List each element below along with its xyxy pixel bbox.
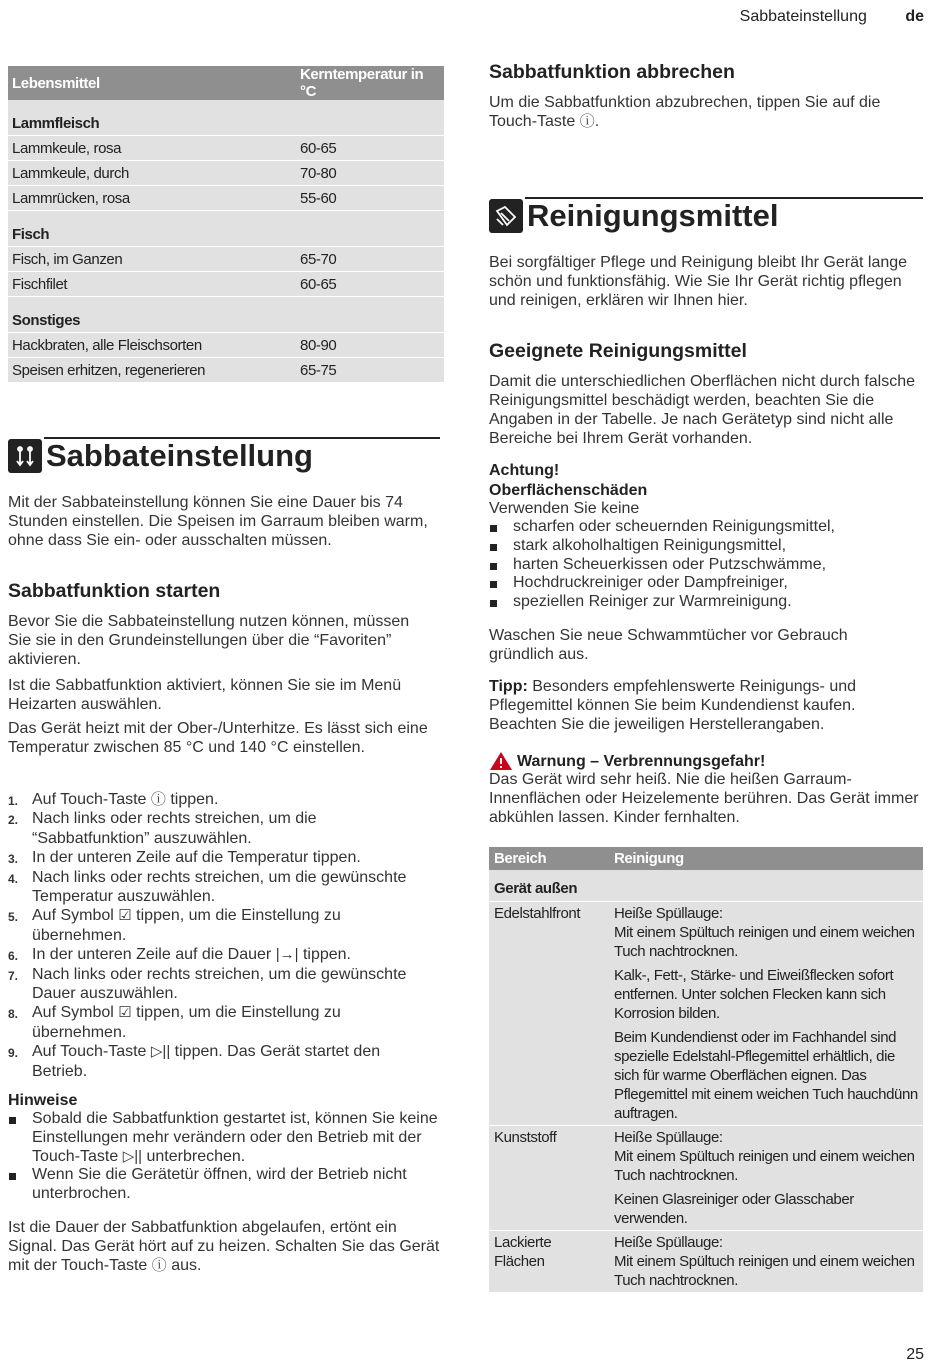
table-row <box>8 358 444 383</box>
page-header <box>740 8 924 26</box>
abort-text-b: . <box>594 113 600 130</box>
step-symbol-icon: ▷|| <box>150 1043 171 1061</box>
step-number: 7. <box>8 968 19 983</box>
start-paragraph-1: Bevor Sie die Sabbateinstellung nutzen können, müssen Sie sie in den Grundeinstellungen über die “Favoriten” aktivieren. <box>8 613 410 668</box>
warning-title-text: Warnung – Verbrennungsgefahr! <box>517 752 766 770</box>
cleaning-heading <box>489 197 923 233</box>
step-text-end: tippen. <box>165 791 219 808</box>
sabbat-heading <box>8 437 440 473</box>
table-group-row <box>489 870 923 902</box>
tip-label: Tipp: <box>489 678 528 695</box>
table-row <box>8 136 444 161</box>
step-item <box>8 945 408 964</box>
step-text-end: tippen. Das Gerät startet den Betrieb. <box>32 1043 381 1080</box>
hint-text: Sobald die Sabbatfunktion gestartet ist, können Sie keine Einstellungen mehr verändern oder den Betrieb mit der Touch-Taste <box>32 1110 438 1165</box>
cleaning-cell <box>609 1231 923 1293</box>
food-cell: Fisch, im Ganzen <box>8 247 296 272</box>
step-number: 4. <box>8 871 19 886</box>
step-item <box>8 965 408 1004</box>
start-stop-key-icon: ▷|| <box>122 1147 143 1165</box>
temperature-cell: 80-90 <box>296 333 444 358</box>
step-number: 5. <box>8 910 19 925</box>
section-title-start: Sabbatfunktion starten <box>8 580 221 602</box>
abort-paragraph <box>489 93 909 131</box>
section-title-abort: Sabbatfunktion abbrechen <box>489 61 735 83</box>
temperature-cell: 65-75 <box>296 358 444 383</box>
donts-list <box>489 518 923 612</box>
table-row <box>8 272 444 297</box>
temperature-cell: 60-65 <box>296 272 444 297</box>
header-language: de <box>905 8 924 25</box>
power-key-icon: ⓘ <box>579 113 595 130</box>
warning-text: Das Gerät wird sehr heiß. Nie die heißen Garraum-Innenflächen oder Heizelemente berühren. Das Gerät immer abkühlen lassen. Kinder fernhalten. <box>489 771 919 826</box>
cleaning-instruction: Heiße Spüllauge: Mit einem Spültuch reinigen und einem weichen Tuch nachtrocknen. <box>614 905 915 960</box>
wash-paragraph: Waschen Sie neue Schwammtücher vor Gebrauch gründlich aus. <box>489 627 848 663</box>
table-group-label: Lammfleisch <box>8 100 444 136</box>
cleaning-intro: Bei sorgfältiger Pflege und Reinigung bleibt Ihr Gerät lange schön und funktionsfähig. Wie Sie Ihr Gerät richtig pflegen und reinigen, erklären wir Ihnen hier. <box>489 254 908 309</box>
page-title-sabbat: Sabbateinstellung <box>46 438 313 473</box>
core-temperature-table <box>8 66 444 383</box>
step-symbol-icon: |→| <box>275 946 299 964</box>
tip-paragraph <box>489 677 923 734</box>
tip-text: Besonders empfehlenswerte Reinigungs- und Pflegemittel können Sie beim Kundendienst kaufen. Beachten Sie die jeweiligen Herstellerangaben. <box>489 678 857 733</box>
section-title-suitable: Geeignete Reinigungsmittel <box>489 340 747 362</box>
food-cell: Fischfilet <box>8 272 296 297</box>
table-group-label: Sonstiges <box>8 297 444 333</box>
step-item <box>8 1003 408 1042</box>
cleaning-cell <box>609 1126 923 1231</box>
hints-list <box>8 1110 444 1204</box>
food-cell: Lammkeule, durch <box>8 161 296 186</box>
steps-list <box>8 790 408 1081</box>
table-header-temperature: Kerntemperatur in °C <box>296 66 444 100</box>
step-text: Auf Symbol <box>32 907 119 925</box>
cleaning-table <box>489 847 923 1293</box>
table-group-label: Fisch <box>8 211 444 247</box>
hints-title: Hinweise <box>8 1092 78 1109</box>
step-item <box>8 809 408 848</box>
area-cell: Lackierte Flächen <box>489 1231 609 1293</box>
step-text-end: tippen. <box>298 946 351 964</box>
step-number: 8. <box>8 1007 19 1022</box>
table-group-label: Gerät außen <box>489 870 923 902</box>
step-number: 6. <box>8 949 19 964</box>
table-header-row <box>8 66 444 100</box>
end-paragraph <box>8 1218 444 1275</box>
step-symbol-icon: ⓘ <box>150 791 166 808</box>
step-item <box>8 868 408 907</box>
step-item <box>8 848 408 867</box>
page-number: 25 <box>906 1346 924 1363</box>
food-cell: Hackbraten, alle Fleischsorten <box>8 333 296 358</box>
table-row <box>489 1231 923 1293</box>
cleaning-cell <box>609 902 923 1126</box>
step-text-end: tippen, um die Einstellung zu übernehmen. <box>32 1004 341 1041</box>
food-cell: Lammkeule, rosa <box>8 136 296 161</box>
heading-rule <box>525 197 923 199</box>
list-item: stark alkoholhaltigen Reinigungsmittel, <box>489 537 923 556</box>
step-text: In der unteren Zeile auf die Temperatur tippen. <box>32 849 361 867</box>
temperature-cell: 55-60 <box>296 186 444 211</box>
table-header-row <box>489 847 923 870</box>
food-cell: Lammrücken, rosa <box>8 186 296 211</box>
temperature-cell: 65-70 <box>296 247 444 272</box>
table-header-food: Lebensmittel <box>8 66 296 100</box>
table-row <box>8 333 444 358</box>
area-cell: Kunststoff <box>489 1126 609 1231</box>
warning-title <box>489 751 765 771</box>
table-row <box>8 161 444 186</box>
step-text: Auf Touch-Taste <box>32 1043 151 1061</box>
cleaning-instruction: Beim Kundendienst oder im Fachhandel sind spezielle Edelstahl-Pflegemittel erhältlich, die sich für warme Oberflächen eignen. Das Pflegemittel mit einem weichen Tuch hauchdünn auftragen. <box>614 1029 918 1122</box>
step-number: 2. <box>8 813 19 828</box>
hint-text: Wenn Sie die Gerätetür öffnen, wird der Betrieb nicht unterbrochen. <box>32 1166 407 1203</box>
step-text: Nach links oder rechts streichen, um die “Sabbatfunktion” auszuwählen. <box>32 810 317 847</box>
hint-text-end: unterbrechen. <box>142 1147 246 1165</box>
attention-label: Achtung! <box>489 462 560 479</box>
heading-rule <box>44 437 440 439</box>
sabbat-intro: Mit der Sabbateinstellung können Sie eine Dauer bis 74 Stunden einstellen. Die Speisen im Garraum bleiben warm, ohne dass Sie ein- oder ausschalten müssen. <box>8 494 428 549</box>
list-item: harten Scheuerkissen oder Putzschwämme, <box>489 556 923 575</box>
step-text: Nach links oder rechts streichen, um die gewünschte Temperatur auszuwählen. <box>32 868 407 906</box>
table-row <box>489 902 923 1126</box>
table-header-area: Bereich <box>489 847 609 870</box>
attention-subtitle: Oberflächenschäden <box>489 482 648 499</box>
table-header-cleaning: Reinigung <box>609 847 923 870</box>
temperature-cell: 70-80 <box>296 161 444 186</box>
step-text: In der unteren Zeile auf die Dauer <box>32 946 276 964</box>
hint-item <box>8 1110 444 1166</box>
end-text-a: Ist die Dauer der Sabbatfunktion abgelaufen, ertönt ein Signal. Das Gerät hört auf zu heizen. Schalten Sie das Gerät mit der Touch-Taste <box>8 1219 440 1274</box>
cleaning-icon <box>489 199 523 233</box>
warning-icon <box>489 751 513 771</box>
cleaning-instruction: Heiße Spüllauge: Mit einem Spültuch reinigen und einem weichen Tuch nachtrocknen. <box>614 1129 915 1184</box>
table-group-row <box>8 211 444 247</box>
step-text: Auf Touch-Taste <box>32 791 151 808</box>
temperature-cell: 60-65 <box>296 136 444 161</box>
food-cell: Speisen erhitzen, regenerieren <box>8 358 296 383</box>
power-key-icon: ⓘ <box>151 1257 167 1274</box>
step-item <box>8 1042 408 1081</box>
area-cell: Edelstahlfront <box>489 902 609 1126</box>
step-text: Nach links oder rechts streichen, um die gewünschte Dauer auszuwählen. <box>32 965 407 1003</box>
cleaning-instruction: Keinen Glasreiniger oder Glasschaber verwenden. <box>614 1191 854 1227</box>
suitable-paragraph: Damit die unterschiedlichen Oberflächen nicht durch falsche Reinigungsmittel beschädigt werden, beachten Sie die Angaben in der Tabelle. Je nach Gerätetyp sind nicht alle Bereiche bei Ihrem Gerät vorhanden. <box>489 373 916 447</box>
end-text-b: aus. <box>166 1257 202 1274</box>
list-item: scharfen oder scheuernden Reinigungsmittel, <box>489 518 923 537</box>
table-row <box>8 186 444 211</box>
step-item <box>8 790 408 809</box>
table-row <box>489 1126 923 1231</box>
list-item: Hochdruckreiniger oder Dampfreiniger, <box>489 574 923 593</box>
abort-text-a: Um die Sabbatfunktion abzubrechen, tippen Sie auf die Touch-Taste <box>489 94 881 130</box>
step-number: 1. <box>8 794 19 808</box>
step-text: Auf Symbol <box>32 1004 119 1022</box>
step-item <box>8 906 408 945</box>
start-paragraph-3: Das Gerät heizt mit der Ober-/Unterhitze. Es lässt sich eine Temperatur zwischen 85 °C und 140 °C einstellen. <box>8 720 428 756</box>
start-paragraph-2: Ist die Sabbatfunktion aktiviert, können Sie sie im Menü Heizarten auswählen. <box>8 677 402 713</box>
sabbat-icon <box>8 439 42 473</box>
hint-item <box>8 1166 444 1204</box>
step-number: 9. <box>8 1046 19 1061</box>
table-group-row <box>8 100 444 136</box>
step-symbol-icon: ☑ <box>118 1004 132 1022</box>
header-section: Sabbateinstellung <box>739 8 867 25</box>
cleaning-instruction: Kalk-, Fett-, Stärke- und Eiweißflecken sofort entfernen. Unter solchen Flecken kann sich Korrosion bilden. <box>614 967 894 1022</box>
page-title-cleaning: Reinigungsmittel <box>527 198 779 233</box>
table-row <box>8 247 444 272</box>
cleaning-instruction: Heiße Spüllauge: Mit einem Spültuch reinigen und einem weichen Tuch nachtrocknen. <box>614 1234 915 1289</box>
table-group-row <box>8 297 444 333</box>
step-symbol-icon: ☑ <box>118 907 132 925</box>
step-number: 3. <box>8 852 19 867</box>
list-item: speziellen Reiniger zur Warmreinigung. <box>489 593 923 612</box>
step-text-end: tippen, um die Einstellung zu übernehmen. <box>32 907 341 944</box>
attention-lead: Verwenden Sie keine <box>489 500 640 517</box>
